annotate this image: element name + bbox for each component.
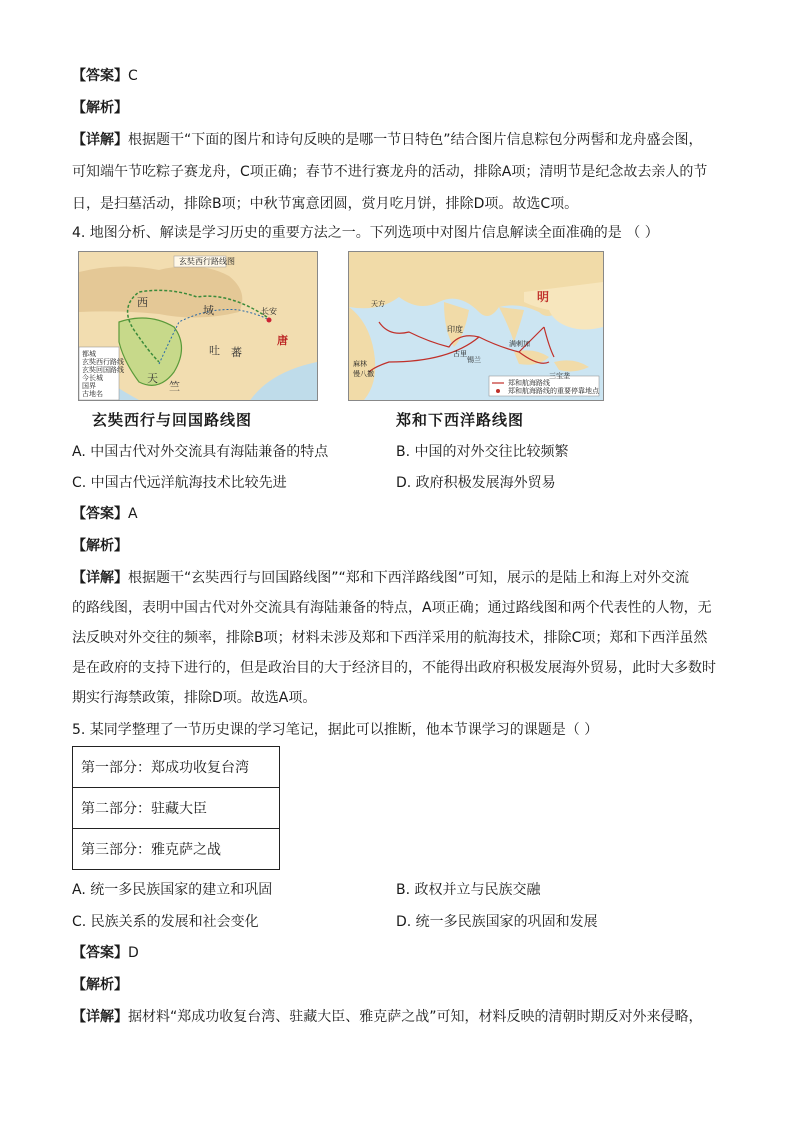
map-label: 蕃 — [231, 346, 242, 359]
detail-text: 据材料“郑成功收复台湾、驻藏大臣、雅克萨之战”可知，材料反映的清朝时期反对外来侵略， — [128, 1009, 703, 1025]
map-label: 麻林 — [353, 360, 367, 368]
detail-text: 根据题干“下面的图片和诗句反映的是哪一节日特色”结合图片信息粽包分两髻和龙舟盛会图， — [128, 132, 703, 148]
detail-line: 日，是扫墓活动，排除B项；中秋节寓意团圆，赏月吃月饼，排除D项。故选C项。 — [72, 196, 579, 212]
answer-tag: 【答案】 — [72, 945, 128, 961]
legend-item: 古地名 — [82, 390, 103, 398]
legend-item: 国界 — [82, 382, 96, 390]
option-c: C. 民族关系的发展和社会变化 — [72, 914, 259, 930]
legend-item: 今长城 — [82, 374, 103, 382]
legend-item: 玄奘回国路线 — [82, 366, 124, 374]
detail-line: 是在政府的支持下进行的，但是政治目的大于经济目的，不能得出政府积极发展海外贸易，此时大多数时 — [72, 660, 716, 676]
map-label: 慢八撒 — [353, 370, 374, 378]
legend-item: 玄奘西行路线 — [82, 358, 124, 366]
option-b: B. 政权并立与民族交融 — [396, 882, 541, 898]
map-label: 西 — [137, 296, 148, 309]
detail-tag: 【详解】 — [72, 132, 128, 148]
answer-value: D — [128, 945, 139, 961]
legend-item: 都城 — [82, 350, 96, 358]
option-c: C. 中国古代远洋航海技术比较先进 — [72, 475, 287, 491]
detail-line — [72, 1007, 703, 1027]
detail-text: 根据题干“玄奘西行与回国路线图”“郑和下西洋路线图”可知，展示的是陆上和海上对外交流 — [128, 570, 690, 586]
map-label: 天 — [147, 372, 158, 385]
table-cell: 第二部分：驻藏大臣 — [73, 788, 280, 829]
table-row — [73, 788, 280, 829]
map-label: 印度 — [447, 325, 463, 334]
map-label: 唐 — [277, 334, 288, 347]
answer-value: A — [128, 506, 138, 522]
analysis-tag: 【解析】 — [72, 977, 128, 993]
map-label: 天方 — [371, 300, 385, 308]
map-label: 吐 — [209, 344, 220, 357]
zhenghe-route-map — [348, 251, 604, 401]
table-cell: 第三部分：雅克萨之战 — [73, 829, 280, 870]
answer-line — [72, 943, 139, 963]
map-label: 竺 — [169, 380, 180, 393]
option-b: B. 中国的对外交往比较频繁 — [396, 444, 569, 460]
answer-tag: 【答案】 — [72, 506, 128, 522]
detail-line: 法反映对外交往的频率，排除B项；材料未涉及郑和下西洋采用的航海技术，排除C项；郑和下西洋虽然 — [72, 630, 708, 646]
map-label: 锡兰 — [467, 356, 481, 364]
legend-item: 郑和航海路线 — [508, 379, 550, 387]
legend-item: 郑和航海路线的重要停靠地点 — [508, 387, 599, 395]
detail-line: 期实行海禁政策，排除D项。故选A项。 — [72, 690, 317, 706]
analysis-tag: 【解析】 — [72, 538, 128, 554]
answer-value: C — [128, 68, 138, 84]
left-map-caption: 玄奘西行与回国路线图 — [92, 411, 253, 429]
study-notes-table — [72, 746, 280, 870]
map-label: 域 — [203, 304, 214, 317]
detail-line — [72, 568, 689, 588]
right-map-caption: 郑和下西洋路线图 — [396, 411, 525, 429]
xuanzang-route-map — [78, 251, 318, 401]
detail-line: 可知端午节吃粽子赛龙舟，C项正确；春节不进行赛龙舟的活动，排除A项；清明节是纪念故去亲人的节 — [72, 164, 708, 180]
option-a: A. 中国古代对外交流具有海陆兼备的特点 — [72, 444, 329, 460]
map-inset-title: 玄奘西行路线图 — [179, 257, 235, 266]
map-label: 古里 — [453, 350, 467, 358]
question-5: 5. 某同学整理了一节历史课的学习笔记，据此可以推断，他本节课学习的课题是（ ） — [72, 722, 599, 738]
option-d: D. 政府积极发展海外贸易 — [396, 475, 556, 491]
map-label: 长安 — [261, 307, 277, 316]
table-row — [73, 747, 280, 788]
table-row — [73, 829, 280, 870]
map-label: 三宝垄 — [549, 372, 570, 380]
table-cell: 第一部分：郑成功收复台湾 — [73, 747, 280, 788]
answer-line — [72, 504, 138, 524]
map-label: 满剌加 — [509, 340, 530, 348]
detail-tag: 【详解】 — [72, 1009, 128, 1025]
analysis-tag: 【解析】 — [72, 100, 128, 116]
option-d: D. 统一多民族国家的巩固和发展 — [396, 914, 598, 930]
answer-line — [72, 66, 138, 86]
detail-line: 的路线图，表明中国古代对外交流具有海陆兼备的特点，A项正确；通过路线图和两个代表性的人物，无 — [72, 600, 712, 616]
detail-line — [72, 130, 703, 150]
option-a: A. 统一多民族国家的建立和巩固 — [72, 882, 273, 898]
question-4: 4. 地图分析、解读是学习历史的重要方法之一。下列选项中对图片信息解读全面准确的是 （ ） — [72, 225, 659, 241]
detail-tag: 【详解】 — [72, 570, 128, 586]
map-label: 明 — [537, 290, 550, 304]
xuanzang-map-graphic — [79, 252, 317, 400]
answer-tag: 【答案】 — [72, 68, 128, 84]
